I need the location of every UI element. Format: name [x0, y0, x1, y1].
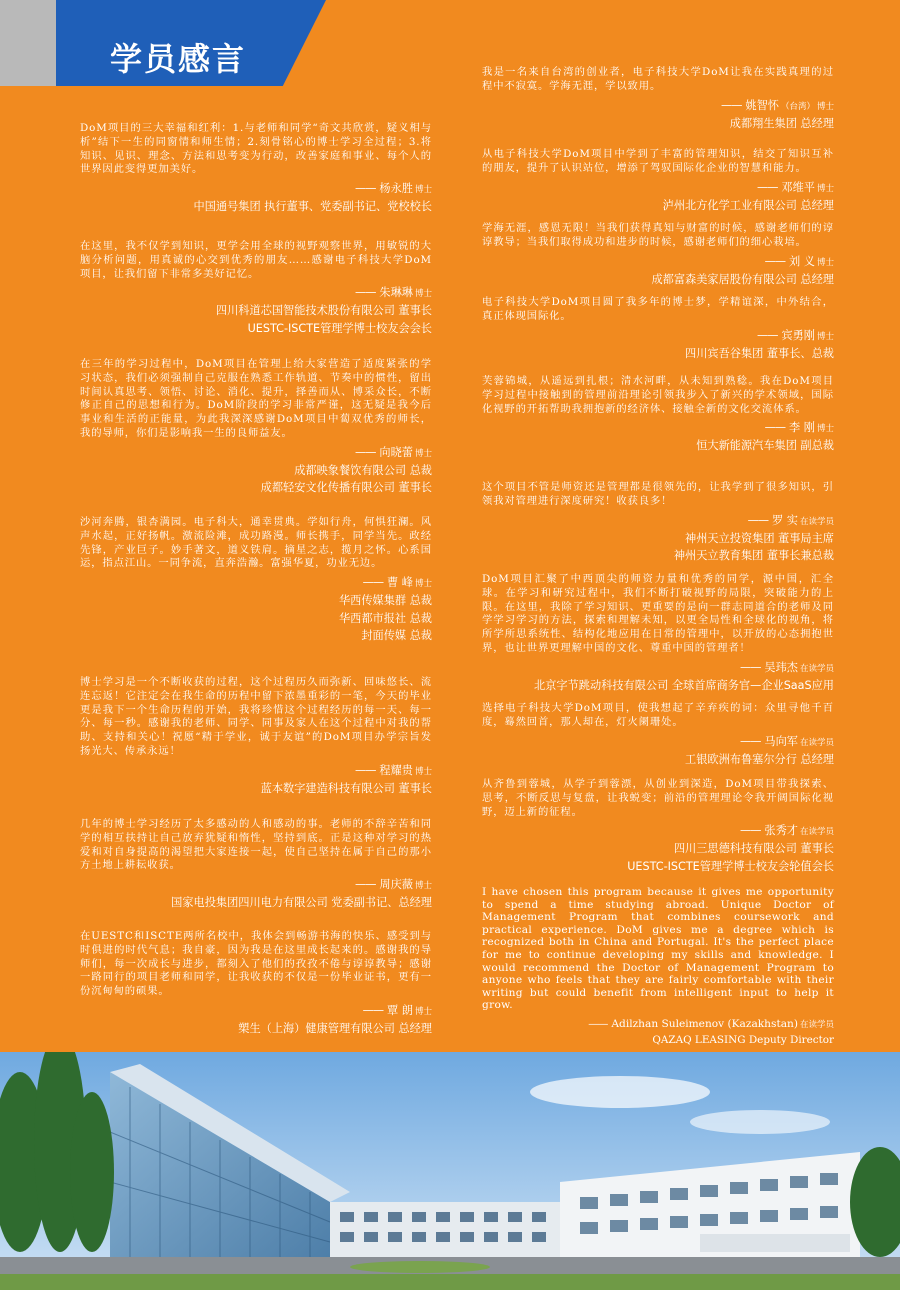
testimonial-signature — [482, 734, 834, 751]
campus-photo — [0, 1052, 900, 1290]
corner-grey-block — [0, 0, 56, 86]
author-name: 向晓蕾 — [379, 445, 413, 459]
signature-dash: —— — [588, 1017, 608, 1030]
signature-dash: —— — [747, 513, 769, 527]
page-title: 学员感言 — [110, 40, 247, 78]
author-degree: 在读学员 — [799, 663, 834, 674]
author-region: （台湾） — [780, 101, 815, 112]
signature-dash: —— — [721, 98, 742, 112]
author-organization: 华西传媒集群 总裁 — [338, 594, 432, 608]
author-organization: 神州天立教育集团 董事长兼总裁 — [673, 549, 834, 563]
author-degree: 在读学员 — [799, 1019, 834, 1030]
author-name: 刘 义 — [789, 254, 815, 268]
author-organization: 蓝本数字建造科技有限公司 董事长 — [260, 781, 432, 795]
testimonial-quote: 从电子科技大学DoM项目中学到了丰富的管理知识，结交了知识互补的朋友，提升了认识站位，增添了驾驭国际化企业的智慧和能力。 — [482, 148, 834, 174]
author-organization: QAZAQ LEASING Deputy Director — [652, 1033, 834, 1046]
testimonial-quote: 学海无涯，感恩无限！当我们获得真知与财富的时候，感谢老师们的谆谆教导；当我们取得成功和进步的时候，感谢老师们的细心栽培。 — [482, 222, 834, 248]
testimonial — [80, 358, 432, 497]
testimonial-quote: 沙河奔腾，银杏满园。电子科大，通幸贯典。学如行舟，何惧狂澜。风声水起，正好扬帆。激流险滩，成功路漫。师长携手，同学当先。政经先锋，产业巨子。妙手著文，道义铁肩。摘星之志，揽月之怀。心系国运，指点江山。一同争流，直奔浩瀚。富强华夏，功业无边。 — [80, 516, 432, 570]
author-degree: 博士 — [414, 579, 432, 590]
author-degree: 博士 — [414, 289, 432, 300]
testimonial-signature — [482, 328, 834, 345]
author-name: 李 刚 — [789, 421, 815, 435]
testimonial — [482, 702, 834, 768]
author-organization: UESTC-ISCTE管理学博士校友会会长 — [247, 321, 432, 335]
testimonial — [482, 66, 834, 132]
testimonial-signature — [482, 254, 834, 271]
author-degree: 博士 — [414, 185, 432, 196]
testimonial-quote: 我是一名来自台湾的创业者，电子科技大学DoM让我在实践真理的过程中不寂寞。学海无涯，学以致用。 — [482, 66, 834, 92]
author-organization: 恒大新能源汽车集团 副总裁 — [696, 439, 834, 453]
testimonial — [80, 818, 432, 912]
testimonial — [80, 676, 432, 797]
author-organization: 封面传媒 总裁 — [361, 629, 432, 643]
author-name: 覃 朗 — [387, 1003, 413, 1017]
signature-dash: —— — [355, 763, 376, 777]
author-degree: 博士 — [414, 766, 432, 777]
testimonial — [80, 930, 432, 1037]
author-organization: 成都富森美家居股份有限公司 总经理 — [651, 272, 834, 286]
testimonial-signature — [482, 513, 834, 530]
author-organization: 泸州北方化学工业有限公司 总经理 — [662, 198, 834, 212]
author-name: 张秀才 — [764, 824, 798, 838]
testimonial-quote: 在三年的学习过程中，DoM项目在管理上给大家营造了适度紧张的学习状态，我们必须强制自己克服在熟悉工作轨道、节奏中的惯性，留出时间认真思考、领悟、讨论、消化、提升，择善而从、博采众长，不断修正自己的思想和行为。DoM阶段的学习非常严谨，这无疑是我今后事业和生活的正能量，为此我深深感谢DoM项目中蔔双优秀的师长，我的导师，你们是影响我一生的良师益友。 — [80, 358, 432, 439]
testimonial-signature — [80, 575, 432, 592]
testimonial-quote: I have chosen this program because it gives me opportunity to spend a time studying abroad. Unique Doctor of Management Program that combines coursework and practical experience. DoM gives me a degree which is recognized both in China and Portugal. It's the perfect place for me to continue developing my skills and knowledge. I would recommend the Doctor of Management Program to anyone who feels that they are fairly comfortable with their writing but could benefit from intelligent input to help it grow. — [482, 886, 834, 1012]
author-organization: 四川三思德科技有限公司 董事长 — [673, 842, 834, 856]
author-organization: 成都轻安文化传播有限公司 董事长 — [260, 481, 432, 495]
testimonial-quote: 选择电子科技大学DoM项目，使我想起了辛弃疾的词：众里寻他千百度，蓦然回首，那人却在，灯火阑珊处。 — [482, 702, 834, 728]
signature-dash: —— — [757, 328, 778, 342]
signature-dash: —— — [740, 824, 761, 838]
testimonial-signature — [80, 877, 432, 894]
testimonial-signature — [482, 420, 834, 437]
author-organization: 中国通号集团 执行董事、党委副书记、党校校长 — [193, 200, 432, 214]
author-name: 杨永胜 — [379, 182, 413, 196]
testimonial-quote: 几年的博士学习经历了太多感动的人和感动的事。老师的不辞辛苦和同学的相互扶持让自己放弃犹疑和惰性，坚持到底。正是这种对学习的热爱和对自身提高的渴望把大家连接一起，使自己坚持在属于自己的那小方土地上耕耘收获。 — [80, 818, 432, 872]
testimonial-signature — [482, 823, 834, 840]
author-name: 曹 峰 — [387, 576, 413, 590]
author-name: 宾勇刚 — [781, 328, 815, 342]
testimonial — [80, 516, 432, 645]
testimonial-signature — [482, 180, 834, 197]
testimonial-quote: 芙蓉锦城，从遥远到扎根；清水河畔，从未知到熟稔。我在DoM项目学习过程中接触到的管理前沿理论引领我步入了新兴的学术领域，国际化视野的开拓帮助我拥抱新的经济体、接触全新的文化交流体系。 — [482, 375, 834, 415]
signature-dash: —— — [740, 660, 761, 674]
author-name: 程耀贵 — [379, 763, 413, 777]
signature-dash: —— — [764, 254, 786, 268]
author-degree: 博士 — [816, 424, 834, 435]
author-degree: 在读学员 — [799, 516, 834, 527]
testimonial-quote: 在UESTC和ISCTE两所名校中，我体会到畅游书海的快乐、感受到与时俱进的时代气息；我自豪，因为我是在这里成长起来的。感谢我的导师们，每一次成长与进步，都刻入了他们的孜孜不倦与谆谆教导；感谢一路同行的项目老师和同学，让我收获的不仅是一份毕业证书，更有一份沉甸甸的硕果。 — [80, 930, 432, 998]
author-name: 马向军 — [764, 734, 798, 748]
testimonial — [482, 148, 834, 214]
testimonial — [482, 222, 834, 288]
author-degree: 博士 — [414, 1006, 432, 1017]
author-name: 罗 实 — [772, 513, 798, 527]
testimonial — [482, 296, 834, 362]
testimonial-signature — [80, 285, 432, 302]
testimonial — [80, 122, 432, 216]
signature-dash: —— — [362, 1003, 384, 1017]
author-degree: 博士 — [414, 448, 432, 459]
testimonial-quote: 这个项目不管是师资还是管理都是很领先的，让我学到了很多知识，引领我对管理进行深度研究！收获良多！ — [482, 481, 834, 507]
author-organization: 神州天立投资集团 董事局主席 — [685, 531, 834, 545]
testimonial — [80, 240, 432, 337]
testimonial-signature — [482, 660, 834, 677]
testimonial-signature — [482, 98, 834, 115]
testimonial — [482, 778, 834, 875]
author-organization: 四川科道芯国智能技术股份有限公司 董事长 — [215, 304, 432, 318]
author-name: 周庆薇 — [379, 878, 413, 892]
testimonial-quote: 从齐鲁到蓉城，从学子到蓉漂，从创业到深造，DoM项目带我探索、思考，不断反思与复盘，让我蜕变；前沿的管理理论令我开阔国际化视野，迈上新的征程。 — [482, 778, 834, 818]
signature-dash: —— — [355, 445, 376, 459]
testimonial-signature — [80, 445, 432, 462]
author-degree: 在读学员 — [799, 827, 834, 838]
author-organization: 四川宾吾谷集团 董事长、总裁 — [685, 346, 834, 360]
author-name: 朱琳琳 — [379, 286, 413, 300]
testimonial-quote: DoM项目的三大幸福和红利：1.与老师和同学“奇文共欣赏，疑义相与析”结下一生的同窗情和师生情；2.刻骨铭心的博士学习全过程；3.将知识、见识、理念、方法和思考变为行动，改善家庭和事业、每个人的世界因此变得更加美好。 — [80, 122, 432, 176]
author-name: Adilzhan Suleimenov (Kazakhstan) — [611, 1017, 798, 1030]
signature-dash: —— — [355, 182, 376, 196]
author-name: 姚智怀 — [745, 98, 779, 112]
author-degree: 博士 — [816, 183, 834, 194]
testimonial — [482, 886, 834, 1048]
testimonial-signature — [80, 181, 432, 198]
author-degree: 在读学员 — [799, 737, 834, 748]
author-organization: 北京字节跳动科技有限公司 全球首席商务官—企业SaaS应用 — [534, 678, 834, 692]
testimonial-signature — [482, 1016, 834, 1033]
testimonial-quote: 博士学习是一个不断收获的过程，这个过程历久而弥新、回味悠长、流连忘返！它注定会在我生命的历程中留下浓墨重彩的一笔，今天的毕业更是我下一个生命历程的开始，我将珍惜这个过程经历的每一天、每一分、每一秒。感谢我的老师、同学、同事及家人在这个过程中对我的帮助、支持和关心！祝愿“精于学业，诚于友谊”的DoM项目办学宗旨发扬光大、传承永远！ — [80, 676, 432, 757]
author-organization: 国家电投集团四川电力有限公司 党委副书记、总经理 — [171, 896, 432, 910]
testimonial-signature — [80, 1003, 432, 1020]
testimonial-quote: 电子科技大学DoM项目圆了我多年的博士梦，学精谊深，中外结合，真正体现国际化。 — [482, 296, 834, 322]
author-organization: 槊生（上海）健康管理有限公司 总经理 — [238, 1021, 432, 1035]
testimonial-signature — [80, 763, 432, 780]
author-organization: UESTC-ISCTE管理学博士校友会轮值会长 — [627, 859, 834, 873]
author-organization: 华西都市报社 总裁 — [338, 611, 432, 625]
signature-dash: —— — [362, 576, 384, 590]
signature-dash: —— — [757, 180, 778, 194]
author-degree: 博士 — [816, 257, 834, 268]
signature-dash: —— — [355, 286, 376, 300]
author-organization: 工银欧洲布鲁塞尔分行 总经理 — [685, 752, 834, 766]
testimonial — [482, 375, 834, 455]
signature-dash: —— — [740, 734, 761, 748]
signature-dash: —— — [764, 421, 786, 435]
author-degree: 博士 — [816, 331, 834, 342]
author-name: 吴玮杰 — [764, 660, 798, 674]
testimonial — [482, 481, 834, 565]
campus-building-illustration — [0, 1052, 900, 1290]
author-name: 邓维平 — [781, 180, 815, 194]
author-organization: 成都映象餐饮有限公司 总裁 — [294, 463, 432, 477]
testimonial — [482, 573, 834, 694]
author-organization: 成都翔生集团 总经理 — [729, 116, 834, 130]
testimonial-quote: DoM项目汇聚了中西顶尖的师资力量和优秀的同学，源中国，汇全球。在学习和研究过程中，我们不断打破视野的局限，突破能力的上限。在这里，我除了学习知识、更重要的是向一群志同道合的老师及同学学习学习的方法，探索和理解未知，以更全局性和全球化的视角，将所学所思系统性、结构化地应用在日常的管理中，以开放的心态拥抱世界，也让世界更理解中国的文化、尊重中国的管理者！ — [482, 573, 834, 654]
signature-dash: —— — [355, 878, 376, 892]
author-degree: 博士 — [414, 881, 432, 892]
author-degree: 博士 — [816, 101, 834, 112]
testimonial-quote: 在这里，我不仅学到知识，更学会用全球的视野观察世界，用敏锐的大脑分析问题，用真诚的心交到优秀的朋友……感谢电子科技大学DoM项目，让我们留下非常多美好记忆。 — [80, 240, 432, 280]
